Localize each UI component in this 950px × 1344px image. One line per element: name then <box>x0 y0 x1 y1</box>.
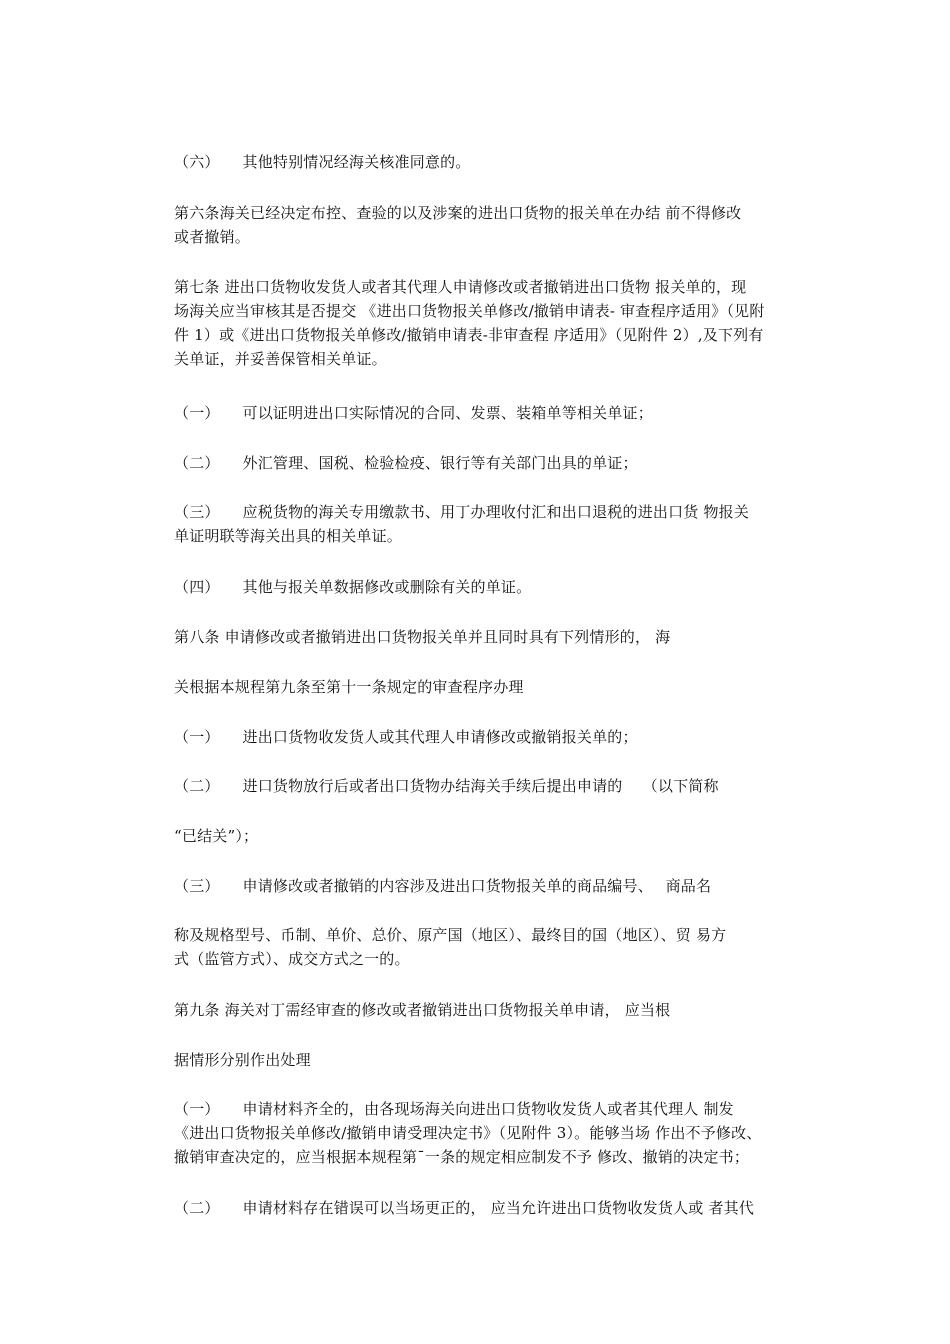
text-line: （二） 进口货物放行后或者出口货物办结海关手续后提出申请的 （以下简称 <box>174 777 719 795</box>
text-line: 第七条 进出口货物收发货人或者其代理人申请修改或者撤销进出口货物 报关单的，现 <box>174 278 747 296</box>
text-line: “已结关”）； <box>174 827 259 845</box>
text-line: （六） 其他特别情况经海关核准同意的。 <box>174 153 471 171</box>
paragraph-article-8 <box>174 625 814 649</box>
paragraph-article-8-cont <box>174 675 814 699</box>
text-line: 称及规格型号、币制、单价、总价、原产国（地区）、最终目的国（地区）、贸 易方 <box>174 926 727 944</box>
text-line: 撤销审查决定的，应当根据本规程第¯一条的规定相应制发不予 修改、撤销的决定书； <box>174 1148 750 1166</box>
text-line: 第六条海关已经决定布控、查验的以及涉案的进出口货物的报关单在办结 前不得修改 <box>174 204 742 222</box>
text-line: 场海关应当审核其是否提交 《进出口货物报关单修改/撤销申请表- 审查程序适用》（见附 <box>174 302 765 320</box>
paragraph-article-8-item-3 <box>174 874 814 898</box>
paragraph-article-9-item-1 <box>174 1097 814 1169</box>
text-line: （二） 外汇管理、国税、检验检疫、银行等有关部门出具的单证； <box>174 454 638 472</box>
text-line: （一） 申请材料齐全的，由各现场海关向进出口货物收发货人或者其代理人 制发 <box>174 1100 734 1118</box>
paragraph-article-8-item-1 <box>174 725 814 749</box>
text-line: （二） 申请材料存在错误可以当场更正的， 应当允许进出口货物收发货人或 者其代 <box>174 1199 755 1217</box>
paragraph-article-6 <box>174 201 814 249</box>
text-line: 据情形分别作出处理 <box>174 1051 311 1069</box>
text-line: 单证明联等海关出具的相关单证。 <box>174 527 403 545</box>
paragraph-article-8-item-2 <box>174 774 814 798</box>
text-line: 关单证，并妥善保管相关单证。 <box>174 350 387 368</box>
text-line: 《进出口货物报关单修改/撤销申请受理决定书》（见附件 3）。能够当场 作出不予修改、 <box>174 1124 762 1142</box>
paragraph-article-8-item-3-cont <box>174 923 814 971</box>
text-line: 式（监管方式）、成交方式之一的。 <box>174 950 410 968</box>
text-line: 或者撤销。 <box>174 228 251 246</box>
paragraph-article-7-item-2 <box>174 451 814 475</box>
text-line: （三） 应税货物的海关专用缴款书、用丁办理收付汇和出口退税的进出口货 物报关 <box>174 503 750 521</box>
paragraph-article-7-item-1 <box>174 401 814 425</box>
text-line: 第八条 申请修改或者撤销进出口货物报关单并且同时具有下列情形的， 海 <box>174 628 671 646</box>
paragraph-item-6 <box>174 150 814 174</box>
text-line: （四） 其他与报关单数据修改或删除有关的单证。 <box>174 578 532 596</box>
text-line: （一） 可以证明进出口实际情况的合同、发票、装箱单等相关单证； <box>174 404 653 422</box>
paragraph-article-9-cont <box>174 1048 814 1072</box>
paragraph-article-8-item-2-cont <box>174 824 814 848</box>
paragraph-article-9-item-2 <box>174 1196 814 1220</box>
text-line: （三） 申请修改或者撤销的内容涉及进出口货物报关单的商品编号、 商品名 <box>174 877 712 895</box>
text-line: 件 1）或《进出口货物报关单修改/撤销申请表-非审查程 序适用》（见附件 2）,及下列有 <box>174 326 764 344</box>
paragraph-article-9 <box>174 998 814 1022</box>
text-line: 第九条 海关对丁需经审查的修改或者撤销进出口货物报关单申请， 应当根 <box>174 1001 671 1019</box>
text-line: （一） 进出口货物收发货人或其代理人申请修改或撤销报关单的； <box>174 728 638 746</box>
text-line: 关根据本规程第九条至第十一条规定的审查程序办理 <box>174 678 524 696</box>
paragraph-article-7-item-3 <box>174 500 814 548</box>
paragraph-article-7 <box>174 275 814 371</box>
paragraph-article-7-item-4 <box>174 575 814 599</box>
